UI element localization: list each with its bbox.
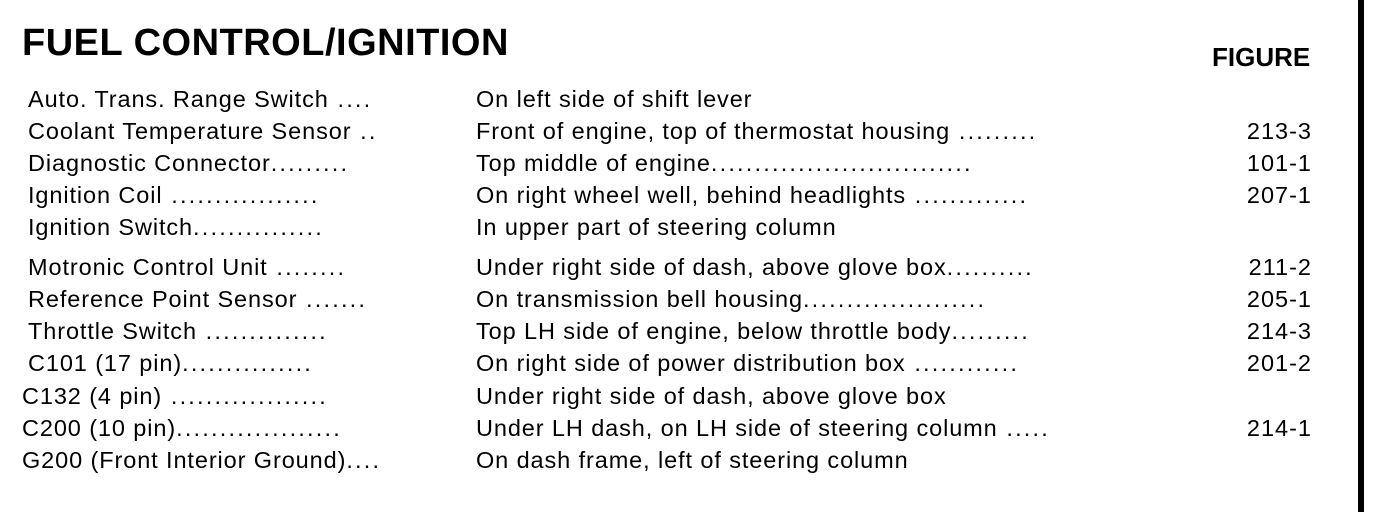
location-leader: ..........: [946, 254, 1034, 280]
location-text: On right side of power distribution box: [476, 350, 906, 376]
location-cell: [476, 316, 1196, 346]
location-leader: .....................: [802, 286, 987, 312]
location-text: Top middle of engine: [476, 150, 711, 176]
component-cell: [22, 381, 456, 411]
section-title: FUEL CONTROL/IGNITION: [22, 22, 509, 64]
component-leader: ..............: [196, 318, 328, 344]
location-cell: [476, 445, 1336, 475]
location-cell: [476, 84, 1336, 114]
component-leader: ....: [346, 447, 382, 473]
table-row: [0, 381, 1340, 411]
component-cell: [28, 212, 456, 242]
right-border-rule: [1358, 0, 1364, 512]
location-text: On right wheel well, behind headlights: [476, 182, 907, 208]
component-name: C101 (17 pin): [28, 350, 183, 376]
table-row: [0, 84, 1340, 114]
location-text: Front of engine, top of thermostat housing: [476, 118, 951, 144]
table-row: [0, 180, 1340, 210]
location-text: On left side of shift lever: [476, 86, 753, 112]
component-cell: [28, 316, 456, 346]
location-cell: [476, 180, 1196, 210]
component-name: Ignition Switch: [28, 214, 194, 240]
figure-number: 214-3: [1246, 318, 1312, 344]
component-cell: [28, 84, 456, 114]
figure-number: 201-2: [1246, 350, 1312, 376]
location-leader: .........: [951, 318, 1031, 344]
component-leader: ...............: [193, 214, 324, 240]
table-row: [0, 445, 1340, 475]
component-cell: [28, 148, 456, 178]
location-text: Top LH side of engine, below throttle body: [476, 318, 952, 344]
location-leader: .....: [997, 415, 1050, 441]
component-cell: [28, 116, 456, 146]
location-text: Under right side of dash, above glove box: [476, 254, 947, 280]
component-name: Throttle Switch: [28, 318, 197, 344]
table-row: [0, 413, 1340, 443]
location-text: Under LH dash, on LH side of steering column: [476, 415, 998, 441]
figure-number: 205-1: [1246, 286, 1312, 312]
figure-number: 211-2: [1248, 254, 1312, 280]
component-cell: [28, 348, 456, 378]
figure-number: 214-1: [1246, 415, 1312, 441]
location-cell: [476, 148, 1196, 178]
location-cell: [476, 413, 1196, 443]
component-leader: ....: [328, 86, 373, 112]
table-row: [0, 348, 1340, 378]
location-text: On transmission bell housing: [476, 286, 803, 312]
component-name: Motronic Control Unit: [28, 254, 268, 280]
location-text: On dash frame, left of steering column: [476, 447, 909, 473]
location-cell: [476, 381, 1336, 411]
component-name: Ignition Coil: [28, 182, 163, 208]
component-leader: .......: [297, 286, 368, 312]
component-cell: [28, 252, 456, 282]
component-name: Diagnostic Connector: [28, 150, 271, 176]
location-leader: .............: [906, 182, 1029, 208]
table-row: [0, 148, 1340, 178]
figure-number: 101-1: [1246, 150, 1312, 176]
component-leader: ...............: [182, 350, 314, 376]
component-name: C132 (4 pin): [22, 383, 163, 409]
location-leader: .........: [950, 118, 1038, 144]
table-row: [0, 284, 1340, 314]
location-cell: [476, 212, 1336, 242]
figure-column-header: FIGURE: [1212, 42, 1311, 72]
location-cell: [476, 348, 1196, 378]
component-leader: ..................: [162, 383, 328, 409]
component-name: C200 (10 pin): [22, 415, 177, 441]
component-name: G200 (Front Interior Ground): [22, 447, 347, 473]
location-cell: [476, 116, 1196, 146]
component-name: Coolant Temperature Sensor: [28, 118, 352, 144]
location-leader: ............: [905, 350, 1020, 376]
location-leader: ..............................: [710, 150, 973, 176]
table-row: [0, 212, 1340, 242]
component-leader: ........: [267, 254, 347, 280]
component-cell: [22, 413, 456, 443]
component-name: Auto. Trans. Range Switch: [28, 86, 329, 112]
component-leader: .................: [162, 182, 320, 208]
component-cell: [22, 445, 456, 475]
component-leader: .........: [270, 150, 350, 176]
table-row: [0, 116, 1340, 146]
location-text: Under right side of dash, above glove box: [476, 383, 947, 409]
location-cell: [476, 284, 1196, 314]
component-name: Reference Point Sensor: [28, 286, 298, 312]
figure-number: 207-1: [1246, 182, 1312, 208]
table-row: [0, 252, 1340, 282]
table-row: [0, 316, 1340, 346]
location-cell: [476, 252, 1196, 282]
component-cell: [28, 180, 456, 210]
location-text: In upper part of steering column: [476, 214, 837, 240]
component-leader: ...................: [176, 415, 342, 441]
component-leader: ..: [351, 118, 378, 144]
figure-number: 213-3: [1246, 118, 1312, 144]
component-cell: [28, 284, 456, 314]
